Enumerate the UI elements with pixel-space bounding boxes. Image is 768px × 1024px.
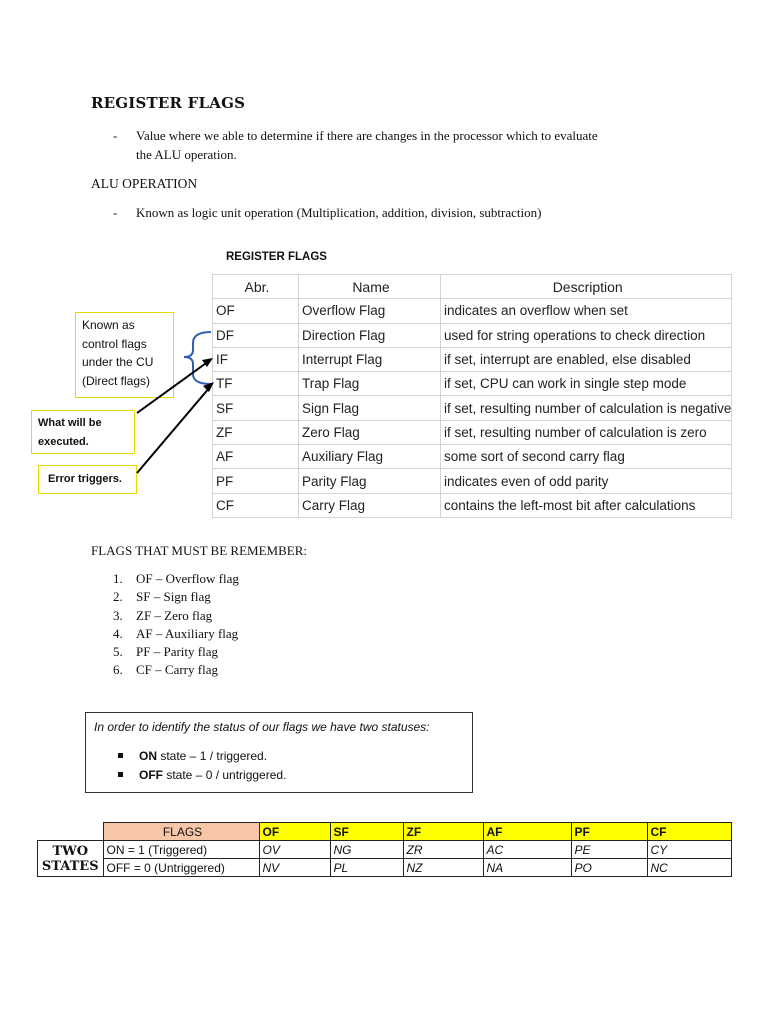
remember-heading: FLAGS THAT MUST BE REMEMBER: <box>91 543 307 558</box>
table-cell: PO <box>571 859 647 877</box>
callout-line: under the CU <box>82 355 154 369</box>
list-item <box>113 588 239 606</box>
cell-name: Interrupt Flag <box>299 347 441 371</box>
remember-list <box>113 570 239 680</box>
table-cell: NG <box>330 841 403 859</box>
flag-header-of: OF <box>259 823 330 841</box>
column-header-description: Description <box>441 275 732 299</box>
table-cell: NA <box>483 859 571 877</box>
cell-abbr: TF <box>213 372 299 396</box>
cell-abbr: SF <box>213 396 299 420</box>
intro-line-2: the ALU operation. <box>136 147 237 162</box>
cell-name: Sign Flag <box>299 396 441 420</box>
cell-name: Trap Flag <box>299 372 441 396</box>
list-item <box>113 661 239 679</box>
table-cell: PE <box>571 841 647 859</box>
table-cell: NC <box>647 859 731 877</box>
cell-abbr: PF <box>213 469 299 493</box>
list-text: ZF – Zero flag <box>136 607 213 623</box>
cell-description: contains the left-most bit after calculations <box>441 493 732 517</box>
alu-text: Known as logic unit operation (Multiplication, addition, division, subtraction) <box>136 205 542 220</box>
table-row <box>38 859 732 877</box>
bullet-icon <box>118 772 123 777</box>
table-cell: NV <box>259 859 330 877</box>
table-cell: AC <box>483 841 571 859</box>
cell-description: if set, CPU can work in single step mode <box>441 372 732 396</box>
callout-error-triggers: Error triggers. <box>38 465 137 494</box>
table-cell: CY <box>647 841 731 859</box>
off-state-label: OFF = 0 (Untriggered) <box>103 859 259 877</box>
table-cell: PL <box>330 859 403 877</box>
cell-abbr: ZF <box>213 420 299 444</box>
list-number: 4. <box>113 625 123 641</box>
table-cell: OV <box>259 841 330 859</box>
flag-header-cf: CF <box>647 823 731 841</box>
arrow-line <box>137 361 209 413</box>
flag-header-pf: PF <box>571 823 647 841</box>
list-text: AF – Auxiliary flag <box>136 625 239 641</box>
list-text: CF – Carry flag <box>136 662 218 678</box>
list-item <box>113 570 239 588</box>
cell-name: Carry Flag <box>299 493 441 517</box>
cell-abbr: DF <box>213 323 299 347</box>
empty-corner <box>38 823 104 841</box>
list-number: 1. <box>113 571 123 586</box>
status-intro: In order to identify the status of our flags we have two statuses: <box>94 720 430 734</box>
cell-description: some sort of second carry flag <box>441 445 732 469</box>
list-number: 5. <box>113 644 123 660</box>
on-label: ON <box>139 749 157 763</box>
cell-name: Parity Flag <box>299 469 441 493</box>
two-states-label <box>38 841 104 877</box>
status-box <box>85 712 473 793</box>
cell-description: if set, resulting number of calculation is negative <box>441 396 732 420</box>
list-item <box>113 643 239 661</box>
list-number: 3. <box>113 607 123 623</box>
cell-description: used for string operations to check direction <box>441 323 732 347</box>
table-caption: REGISTER FLAGS <box>226 251 327 263</box>
list-text: OF – Overflow flag <box>136 571 239 586</box>
callout-line: control flags <box>82 336 147 351</box>
cell-name: Direction Flag <box>299 323 441 347</box>
list-number: 6. <box>113 662 123 678</box>
flag-header-sf: SF <box>330 823 403 841</box>
callout-line: Known as <box>82 318 135 332</box>
cell-description: indicates even of odd parity <box>441 469 732 493</box>
list-item <box>113 607 239 625</box>
status-off-item <box>118 768 286 782</box>
page-title: REGISTER FLAGS <box>91 94 246 112</box>
intro-line-1: Value where we able to determine if there are changes in the processor which to evaluate <box>136 128 598 143</box>
on-state-label: ON = 1 (Triggered) <box>103 841 259 859</box>
intro-dash: - <box>113 128 118 143</box>
cell-description: indicates an overflow when set <box>441 299 732 323</box>
cell-name: Zero Flag <box>299 420 441 444</box>
callout-line: (Direct flags) <box>82 373 151 388</box>
bullet-icon <box>118 753 123 758</box>
flags-header: FLAGS <box>103 823 259 841</box>
arrow-line <box>137 387 210 473</box>
list-text: SF – Sign flag <box>136 589 211 605</box>
table-row <box>38 841 732 859</box>
two-states-table <box>37 822 732 877</box>
column-header-abbr: Abr. <box>213 275 299 299</box>
cell-abbr: OF <box>213 299 299 323</box>
cell-name: Overflow Flag <box>299 299 441 323</box>
cell-name: Auxiliary Flag <box>299 445 441 469</box>
off-text: state – 0 / untriggered. <box>163 768 287 782</box>
two-states-line: STATES <box>41 858 99 874</box>
cell-abbr: CF <box>213 493 299 517</box>
on-text: state – 1 / triggered. <box>157 749 268 763</box>
list-text: PF – Parity flag <box>136 644 218 660</box>
flag-header-zf: ZF <box>403 823 483 841</box>
cell-abbr: AF <box>213 445 299 469</box>
callout-line: executed. <box>38 435 89 448</box>
cell-description: if set, resulting number of calculation is zero <box>441 420 732 444</box>
table-cell: ZR <box>403 841 483 859</box>
cell-description: if set, interrupt are enabled, else disabled <box>441 347 732 371</box>
cell-abbr: IF <box>213 347 299 371</box>
list-number: 2. <box>113 589 123 605</box>
table-cell: NZ <box>403 859 483 877</box>
list-item <box>113 625 239 643</box>
callout-line: What will be <box>38 417 102 429</box>
column-header-name: Name <box>299 275 441 299</box>
table-header-row <box>38 823 732 841</box>
status-on-item <box>118 749 267 763</box>
flag-header-af: AF <box>483 823 571 841</box>
alu-heading: ALU OPERATION <box>91 176 198 191</box>
two-states-line: TWO <box>52 843 89 859</box>
alu-dash: - <box>113 205 118 220</box>
off-label: OFF <box>139 768 163 782</box>
